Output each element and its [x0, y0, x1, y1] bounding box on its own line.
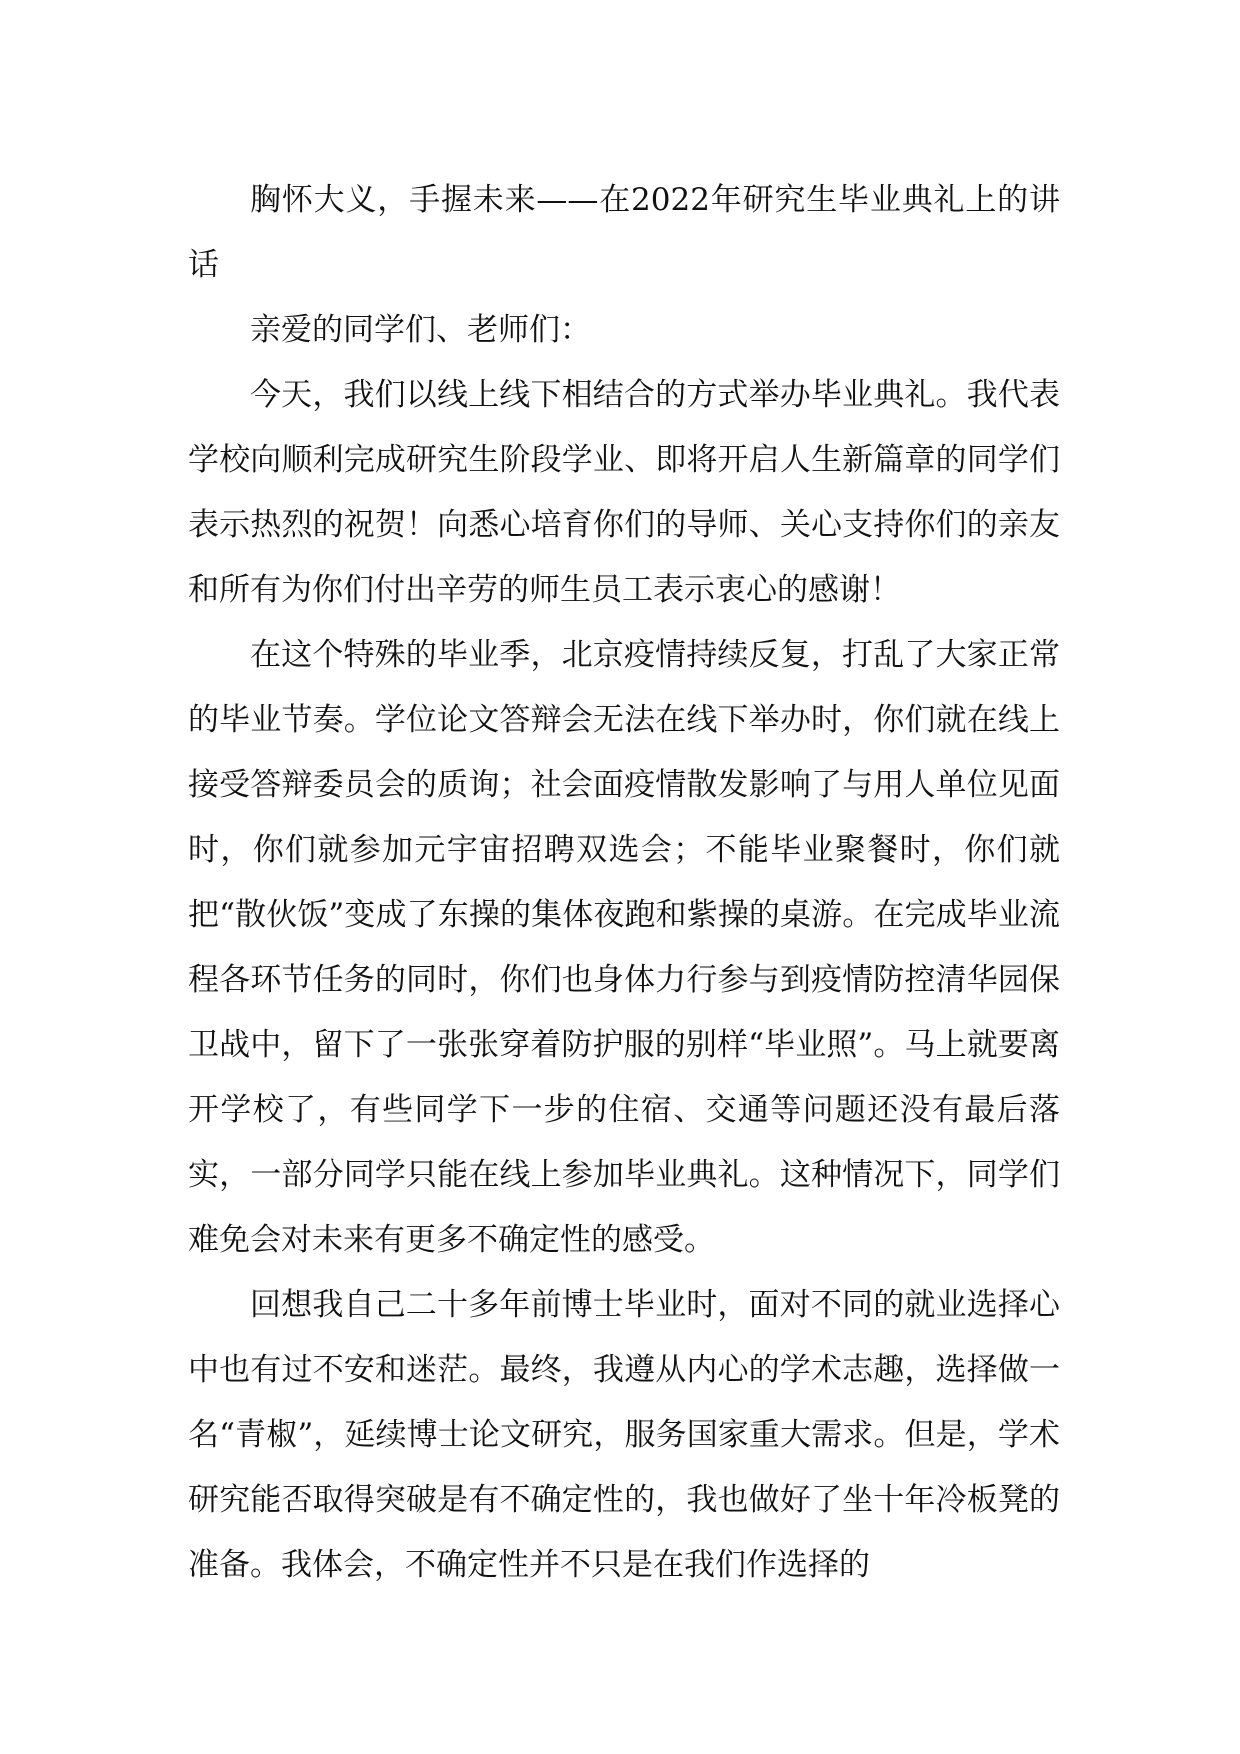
speech-title: 胸怀大义，手握未来——在2022年研究生毕业典礼上的讲话	[188, 182, 1060, 283]
paragraph: 回想我自己二十多年前博士毕业时，面对不同的就业选择心中也有过不安和迷茫。最终，我遵从内心的学术志趣，选择做一名“青椒”，延续博士论文研究，服务国家重大需求。但是，学术研究能否取得突破是有不确定性的，我也做好了坐十年冷板凳的准备。我体会，不确定性并不只是在我们作选择的	[188, 1287, 1060, 1583]
paragraph: 在这个特殊的毕业季，北京疫情持续反复，打乱了大家正常的毕业节奏。学位论文答辩会无法在线下举办时，你们就在线上接受答辩委员会的质询；社会面疫情散发影响了与用人单位见面时，你们就参加元宇宙招聘双选会；不能毕业聚餐时，你们就把“散伙饭”变成了东操的集体夜跑和紫操的桌游。在完成毕业流程各环节任务的同时，你们也身体力行参与到疫情防控清华园保卫战中，留下了一张张穿着防护服的别样“毕业照”。马上就要离开学校了，有些同学下一步的住宿、交通等问题还没有最后落实，一部分同学只能在线上参加毕业典礼。这种情况下，同学们难免会对未来有更多不确定性的感受。	[188, 637, 1060, 1258]
document-body	[188, 168, 1060, 1598]
salutation: 亲爱的同学们、老师们：	[250, 312, 591, 348]
paragraph: 今天，我们以线上线下相结合的方式举办毕业典礼。我代表学校向顺利完成研究生阶段学业、即将开启人生新篇章的同学们表示热烈的祝贺！向悉心培育你们的导师、关心支持你们的亲友和所有为你们付出辛劳的师生员工表示衷心的感谢！	[188, 377, 1060, 608]
